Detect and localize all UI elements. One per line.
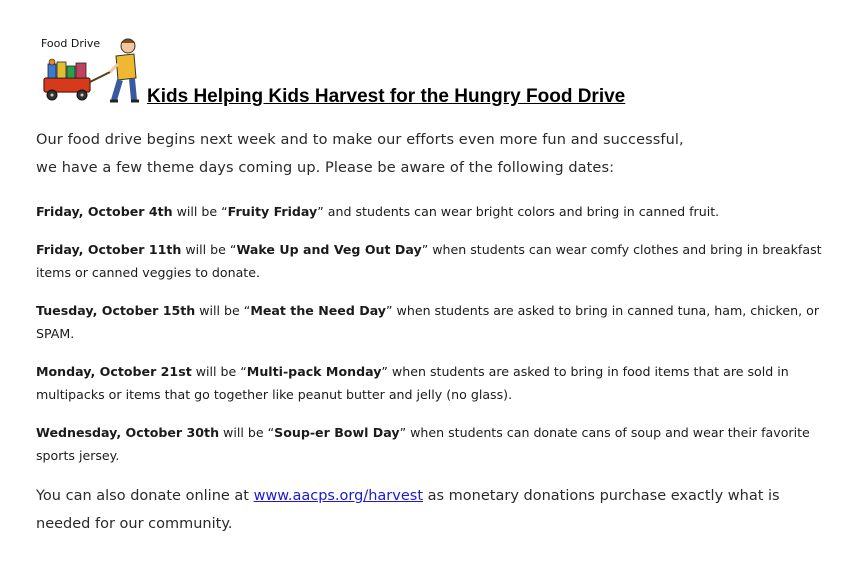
closing-text-before: You can also donate online at (36, 488, 254, 504)
food-drive-logo (36, 34, 140, 108)
day-pre: will be “ (191, 364, 247, 379)
closing-paragraph (36, 482, 826, 538)
day-pre: will be “ (172, 204, 228, 219)
theme-day-item (36, 299, 836, 345)
logo-label: Food Drive (41, 37, 101, 50)
theme-day-item (36, 238, 836, 284)
theme-days-list (36, 200, 836, 482)
day-description: ” and students can wear bright colors and bring in canned fruit. (317, 204, 720, 219)
day-theme: Wake Up and Veg Out Day (236, 242, 422, 257)
harvest-donation-link[interactable]: www.aacps.org/harvest (253, 488, 424, 504)
closing-text-after: as monetary donations purchase exactly what is needed for our community. (36, 488, 780, 532)
intro-paragraph (36, 126, 826, 182)
day-date: Friday, October 11th (36, 242, 182, 257)
day-date: Tuesday, October 15th (36, 303, 196, 318)
theme-day-item (36, 200, 836, 223)
day-pre: will be “ (181, 242, 237, 257)
day-date: Friday, October 4th (36, 204, 173, 219)
day-description: ” when students can donate cans of soup and wear their favorite sports jersey. (36, 425, 810, 463)
day-date: Monday, October 21st (36, 364, 192, 379)
day-theme: Fruity Friday (227, 204, 318, 219)
theme-day-item (36, 360, 836, 406)
day-description: ” when students are asked to bring in food items that are sold in multipacks or items that go together like peanut butter and jelly (no glass). (36, 364, 789, 402)
theme-day-item (36, 421, 836, 467)
intro-line-2: we have a few theme days coming up. Please be aware of the following dates: (36, 160, 615, 176)
page-title: Kids Helping Kids Harvest for the Hungry Food Drive (147, 86, 626, 107)
day-pre: will be “ (195, 303, 251, 318)
day-pre: will be “ (219, 425, 275, 440)
day-theme: Meat the Need Day (250, 303, 387, 318)
intro-line-1: Our food drive begins next week and to make our efforts even more fun and successful, (36, 132, 684, 148)
day-description: ” when students are asked to bring in canned tuna, ham, chicken, or SPAM. (36, 303, 820, 341)
day-date: Wednesday, October 30th (36, 425, 220, 440)
day-description: ” when students can wear comfy clothes and bring in breakfast items or canned veggies to donate. (36, 242, 822, 280)
day-theme: Soup-er Bowl Day (274, 425, 400, 440)
day-theme: Multi-pack Monday (246, 364, 382, 379)
